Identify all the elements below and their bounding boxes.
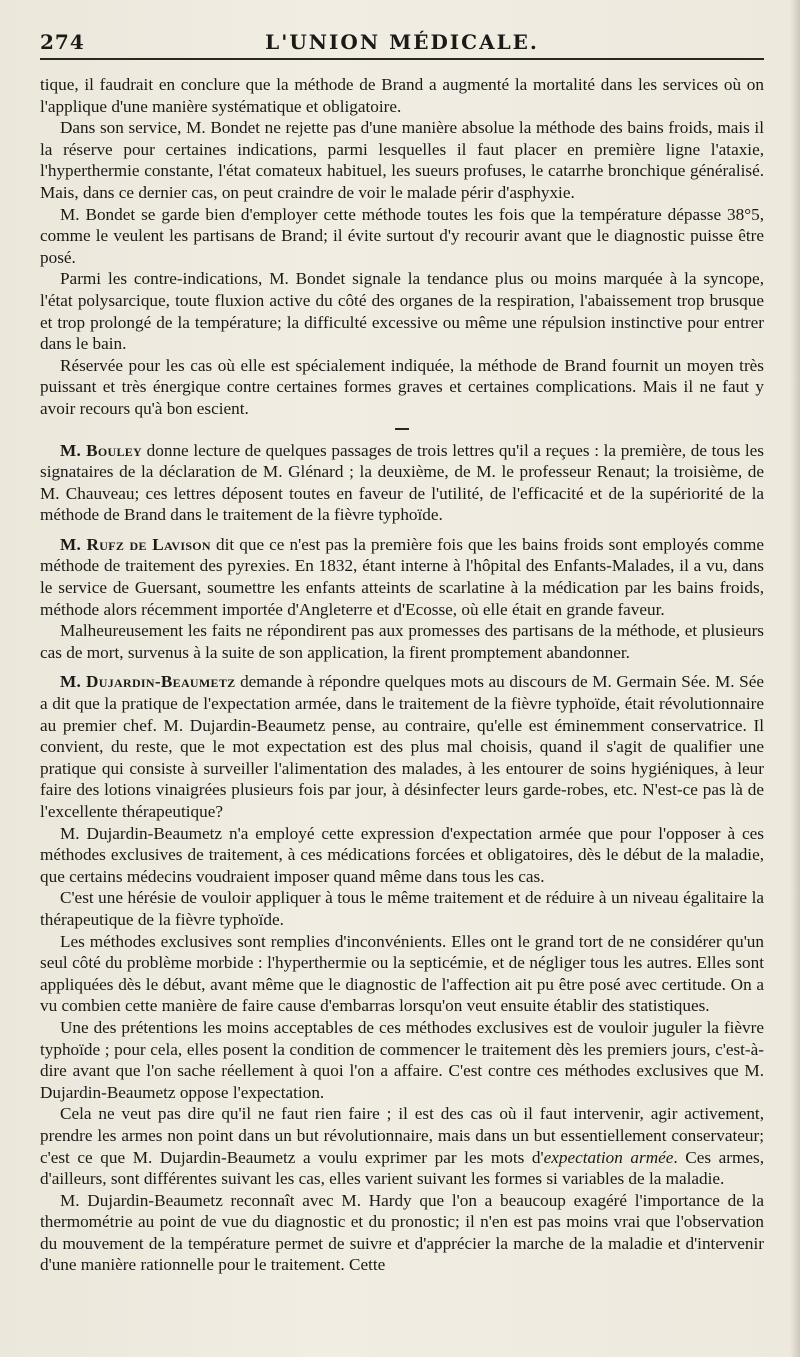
speaker-name: M. Bouley <box>60 440 143 460</box>
page-edge-shadow <box>790 0 800 1357</box>
speaker-text: demande à répondre quelques mots au discours de M. Germain Sée. M. Sée a dit que la pratique de l'expectation armée, dans le traitement de la fièvre typhoïde, était révolutionnaire au premier chef. M. Dujardin-Beaumetz pense, au contraire, qu'elle est éminemment conservatrice. Il convient, du reste, que le mot expectation est des plus mal choisis, quand il s'agit de qualifier une pratique qui consiste à surveiller l'alimentation des malades, à les entourer de soins hygiéniques, à leur faire des lotions vinaigrées plusieurs fois par jour, à désinfecter leurs garde-robes, etc. N'est-ce pas là de l'excellente thérapeutique? <box>40 672 764 821</box>
section-separator <box>395 428 409 430</box>
paragraph: Une des prétentions les moins acceptables de ces méthodes exclusives est de vouloir juguler la fièvre typhoïde ; pour cela, elles posent la condition de commencer le traitement dès les premiers jours, c'est-à-dire avant que l'on sache réellement à quoi l'on a affaire. C'est contre ces méthodes exclusives que M. Dujardin-Beaumetz oppose l'expectation. <box>40 1017 764 1102</box>
speaker-text: donne lecture de quelques passages de trois lettres qu'il a reçues : la première, de tous les signataires de la déclaration de M. Glénard ; la deuxième, de M. le professeur Renaut; la troisième, de M. Chauveau; ces lettres déposent toutes en faveur de l'utilité, de l'efficacité et de la supériorité de la méthode de Brand dans le traitement de la fièvre typhoïde. <box>40 440 765 525</box>
page-number: 274 <box>40 30 85 54</box>
paragraph-with-italic <box>40 1103 764 1189</box>
italic-term: expectation armée <box>543 1147 674 1167</box>
paragraph: Parmi les contre-indications, M. Bondet signale la tendance plus ou moins marquée à la syncope, l'état polysarcique, toute fluxion active du côté des organes de la respiration, l'abaissement trop brusque et trop prolongé de la température; la difficulté excessive ou même une répulsion instinctive pour entrer dans le bain. <box>40 269 764 354</box>
speaker-paragraph-bouley <box>40 440 764 526</box>
article-body <box>40 74 764 1276</box>
paragraph: Malheureusement les faits ne répondirent pas aux promesses des partisans de la méthode, et plusieurs cas de mort, survenus à la suite de son application, la firent promptement abandonner. <box>40 621 764 662</box>
speaker-text: dit que ce n'est pas la première fois que les bains froids sont employés comme méthode de traitement des pyrexies. En 1832, étant interne à l'hôpital des Enfants-Malades, il a vu, dans le service de Guersant, soumettre les enfants atteints de scarlatine à la médication par les bains froids, méthode alors récemment importée d'Angleterre et d'Ecosse, où elle était en grande faveur. <box>40 534 764 619</box>
paragraph: M. Bondet se garde bien d'employer cette méthode toutes les fois que la température dépasse 38°5, comme le veulent les partisans de Brand; il évite surtout d'y recourir avant que le diagnostic puisse être posé. <box>40 204 764 267</box>
journal-title: L'UNION MÉDICALE. <box>265 30 539 54</box>
paragraph: C'est une hérésie de vouloir appliquer à tous le même traitement et de réduire à un niveau égalitaire la thérapeutique de la fièvre typhoïde. <box>40 888 764 929</box>
speaker-paragraph-dujardin <box>40 671 764 822</box>
text-after: . Ces armes, d'ailleurs, sont différentes suivant les cas, elles varient suivant les formes si variables de la maladie. <box>40 1147 765 1189</box>
paragraph: Réservée pour les cas où elle est spécialement indiquée, la méthode de Brand fournit un moyen très puissant et très énergique contre certaines formes graves et certaines complications. Mais il ne faut y avoir recours qu'à bon escient. <box>40 355 764 418</box>
running-header <box>40 30 764 60</box>
paragraph: M. Dujardin-Beaumetz n'a employé cette expression d'expectation armée que pour l'opposer à ces méthodes exclusives de traitement, à ces médications forcées et obligatoires, dès le début de la maladie, que certains médecins voudraient imposer quand même dans tous les cas. <box>40 823 764 886</box>
speaker-name: M. Rufz de Lavison <box>60 534 211 554</box>
speaker-paragraph-rufz <box>40 534 764 620</box>
paragraph: Les méthodes exclusives sont remplies d'inconvénients. Elles ont le grand tort de ne considérer qu'un seul côté du problème morbide : l'hyperthermie ou la septicémie, et de négliger tous les autres. Elles sont appliquées dès le début, avant même que le diagnostic de l'affection ait pu être posé avec certitude. On a vu combien cette manière de faire cause d'embarras lorsqu'on veut ensuite établir des statistiques. <box>40 931 764 1016</box>
text-before: Cela ne veut pas dire qu'il ne faut rien faire ; il est des cas où il faut intervenir, agir activement, prendre les armes non point dans un but révolutionnaire, mais dans un but essentiellement conservateur; c'est ce que M. Dujardin-Beaumetz a voulu exprimer par les mots d' <box>40 1104 764 1167</box>
paragraph-final: M. Dujardin-Beaumetz reconnaît avec M. Hardy que l'on a beaucoup exagéré l'importance de la thermométrie au point de vue du diagnostic et du pronostic; il n'en est pas moins vrai que l'observation du mouvement de la température permet de suivre et d'apprécier la marche de la maladie et d'intervenir d'une manière rationnelle pour le traitement. Cette <box>40 1190 764 1275</box>
paragraph: Dans son service, M. Bondet ne rejette pas d'une manière absolue la méthode des bains froids, mais il la réserve pour certaines indications, parmi lesquelles il faut placer en première ligne l'ataxie, l'hyperthermie constante, l'état comateux habituel, les sueurs profuses, le catarrhe bronchique généralisé. Mais, dans ce dernier cas, on peut craindre de voir le malade périr d'asphyxie. <box>40 118 764 202</box>
paragraph-continuation: tique, il faudrait en conclure que la méthode de Brand a augmenté la mortalité dans les services où on l'applique d'une manière systématique et obligatoire. <box>40 75 764 116</box>
speaker-name: M. Dujardin-Beaumetz <box>60 672 236 692</box>
